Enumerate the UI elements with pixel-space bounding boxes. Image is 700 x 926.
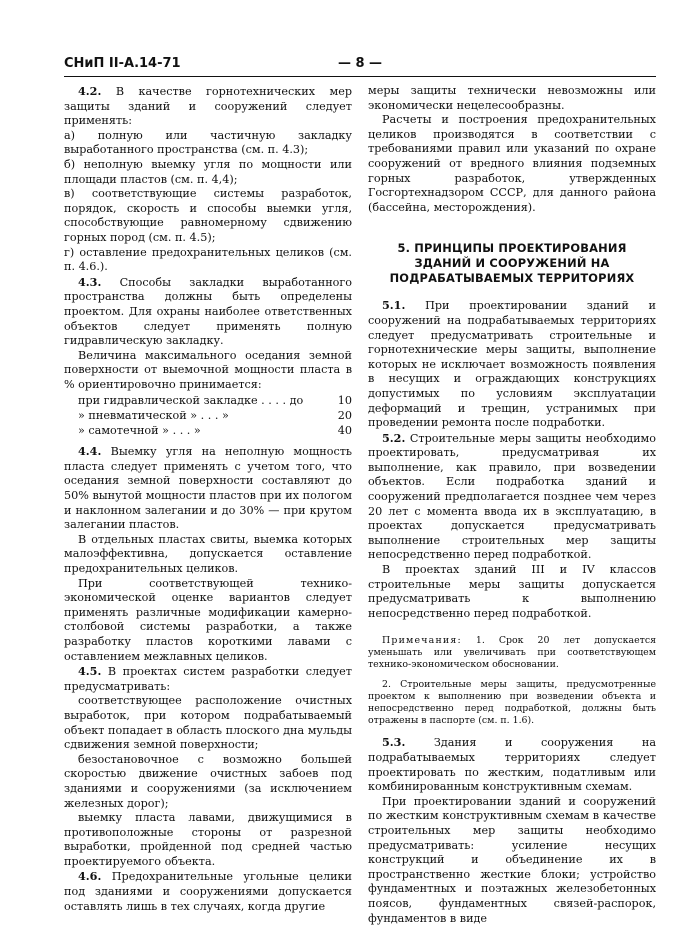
paragraph-5-2 (368, 431, 656, 563)
clause-text: Предохранительные угольные целики под зданиями и сооружениями допускается оставлять лишь в тех случаях, когда другие (64, 870, 352, 913)
clause-text: В проектах систем разработки следует предусматривать: (64, 665, 352, 693)
note-2: 2. Строительные меры защиты, предусмотренные проектом к выполнению при возведении объекта и непосредственно перед подработкой, должны быть отражены в паспорте (см. п. 1.6). (368, 679, 656, 727)
rate-row (78, 424, 352, 439)
rate-label: при гидравлической закладке . . . . до (78, 394, 304, 408)
clause-text: При проектировании зданий и сооружений на подрабатываемых территориях следует предусматривать строительные и горнотехнические меры защиты, выполнение которых не исключает возможность появления в несущих и ограждающих конструкциях допустимых по условиям эксплуатации деформаций и трещин, устранимых при проведении ремонта после подработки. (368, 299, 656, 430)
note-1 (368, 635, 656, 671)
section-heading: 5. ПРИНЦИПЫ ПРОЕКТИРОВАНИЯ ЗДАНИЙ И СООРУЖЕНИЙ НА ПОДРАБАТЫВАЕМЫХ ТЕРРИТОРИЯХ (389, 241, 635, 286)
rate-value: 40 (337, 423, 352, 437)
rate-value: 10 (337, 394, 352, 408)
list-item: в) соответствующие системы разработок, порядок, скорость и способы выемки угля, способствующие равномерному сдвижению горных пород (см. п. 4.5); (64, 187, 352, 244)
paragraph-text: Величина максимального оседания земной поверхности от выемочной мощности пласта в % ориентировочно принимается: (64, 348, 352, 391)
clause-number: 5.3. (382, 735, 406, 750)
clause-text: Здания и сооружения на подрабатываемых территориях следует проектировать по жестким, податливым или комбинированным конструктивным схемам. (368, 736, 656, 794)
list-item: г) оставление предохранительных целиков (см. п. 4.6.). (64, 245, 352, 274)
page-header (64, 54, 656, 77)
list-item: б) неполную выемку угля по мощности или площади пластов (см. п. 4,4); (64, 157, 352, 186)
paragraph-4-6 (64, 869, 352, 914)
clause-text: В качестве горнотехнических мер защиты зданий и сооружений следует применять: (64, 85, 352, 128)
list-item: соответствующее расположение очистных выработок, при котором подрабатываемый объект попадает в область плоского дна мульды сдвижения земной поверхности; (64, 694, 352, 752)
paragraph-text: Расчеты и построения предохранительных целиков производятся в соответствии с требованиями правил или указаний по охране сооружений от вредного влияния подземных горных разработок, утвержденных Госгортехнадзором СССР, для данного района (бассейна, месторождения). (368, 113, 656, 214)
notes-label: Примечания: (382, 635, 462, 647)
clause-number: 4.6. (78, 869, 102, 884)
text-columns (64, 84, 656, 926)
paragraph-5-3 (368, 735, 656, 794)
paragraph-text: В отдельных пластах свиты, выемка которых малоэффективна, допускается оставление предохранительных целиков. (64, 532, 352, 575)
paragraph-4-4 (64, 444, 352, 533)
document-code: СНиП II-А.14-71 (64, 56, 181, 71)
paragraph-text: При проектировании зданий и сооружений по жестким конструктивным схемам в качестве строительных мер защиты необходимо предусматривать: усиление несущих конструкций и объединение их в пространственно жесткие блоки; устройство фундаментных и поэтажных железобетонных поясов, фундаментных связей-распорок, фундаментов в виде (368, 794, 656, 925)
left-column (64, 84, 352, 926)
paragraph-text: При соответствующей технико-экономической оценке вариантов следует применять различные модификации камерно-столбовой системы разработки, а также разработку пластов короткими лавами с оставлением межлавных целиков. (64, 576, 352, 663)
clause-number: 5.1. (382, 298, 406, 313)
clause-text: Способы закладки выработанного пространства должны быть определены проектом. Для охраны наиболее ответственных объектов следует применять полную гидравлическую закладку. (64, 275, 352, 348)
list-item: а) полную или частичную закладку выработанного пространства (см. п. 4.3); (64, 128, 352, 157)
paragraph-5-1 (368, 298, 656, 430)
clause-number: 4.3. (78, 274, 102, 289)
rate-label: » пневматической » . . . » (78, 409, 229, 423)
note-text: 1. Срок 20 лет допускается уменьшать или увеличивать при соответствующем технико-экономическом обосновании. (368, 635, 656, 671)
rate-value: 20 (337, 409, 352, 423)
clause-number: 4.5. (78, 664, 102, 679)
clause-text: Строительные меры защиты необходимо проектировать, предусматривая их выполнение, как правило, при возведении объектов. Если подработка зданий и сооружений предполагается позднее чем через 20 лет с момента ввода их в эксплуатацию, в проектах допускается предусматривать выполнение строительных мер защиты непосредственно перед подработкой. (368, 431, 656, 562)
clause-number: 4.4. (78, 444, 102, 459)
clause-text: Выемку угля на неполную мощность пласта следует применять с учетом того, что оседания земной поверхности составляют до 50% вынутой мощности пластов при их пологом и наклонном залегании и до 30% — при крутом залегании пластов. (64, 445, 352, 532)
paragraph-4-2 (64, 84, 352, 129)
clause-number: 5.2. (382, 430, 406, 445)
paragraph-4-3 (64, 275, 352, 349)
list-item: выемку пласта лавами, движущимися в противоположные стороны от разрезной выработки, пройденной под средней частью проектируемого объекта. (64, 811, 352, 868)
rate-row (78, 409, 352, 424)
page-number: — 8 — (337, 56, 383, 71)
subsidence-rates-list (78, 394, 352, 438)
rate-label: » самотечной » . . . » (78, 423, 201, 437)
right-column (368, 84, 656, 926)
paragraph-4-5 (64, 664, 352, 694)
paragraph-continuation: меры защиты технически невозможны или экономически нецелесообразны. (368, 84, 656, 112)
clause-number: 4.2. (78, 84, 102, 98)
list-item: безостановочное с возможно большей скоростью движение очистных забоев под зданиями и сооружениями (за исключением железных дорог); (64, 752, 352, 810)
rate-row (78, 394, 352, 409)
paragraph-text: В проектах зданий III и IV классов строительные меры защиты допускается предусматривать к выполнению непосредственно перед подработкой. (368, 563, 656, 620)
